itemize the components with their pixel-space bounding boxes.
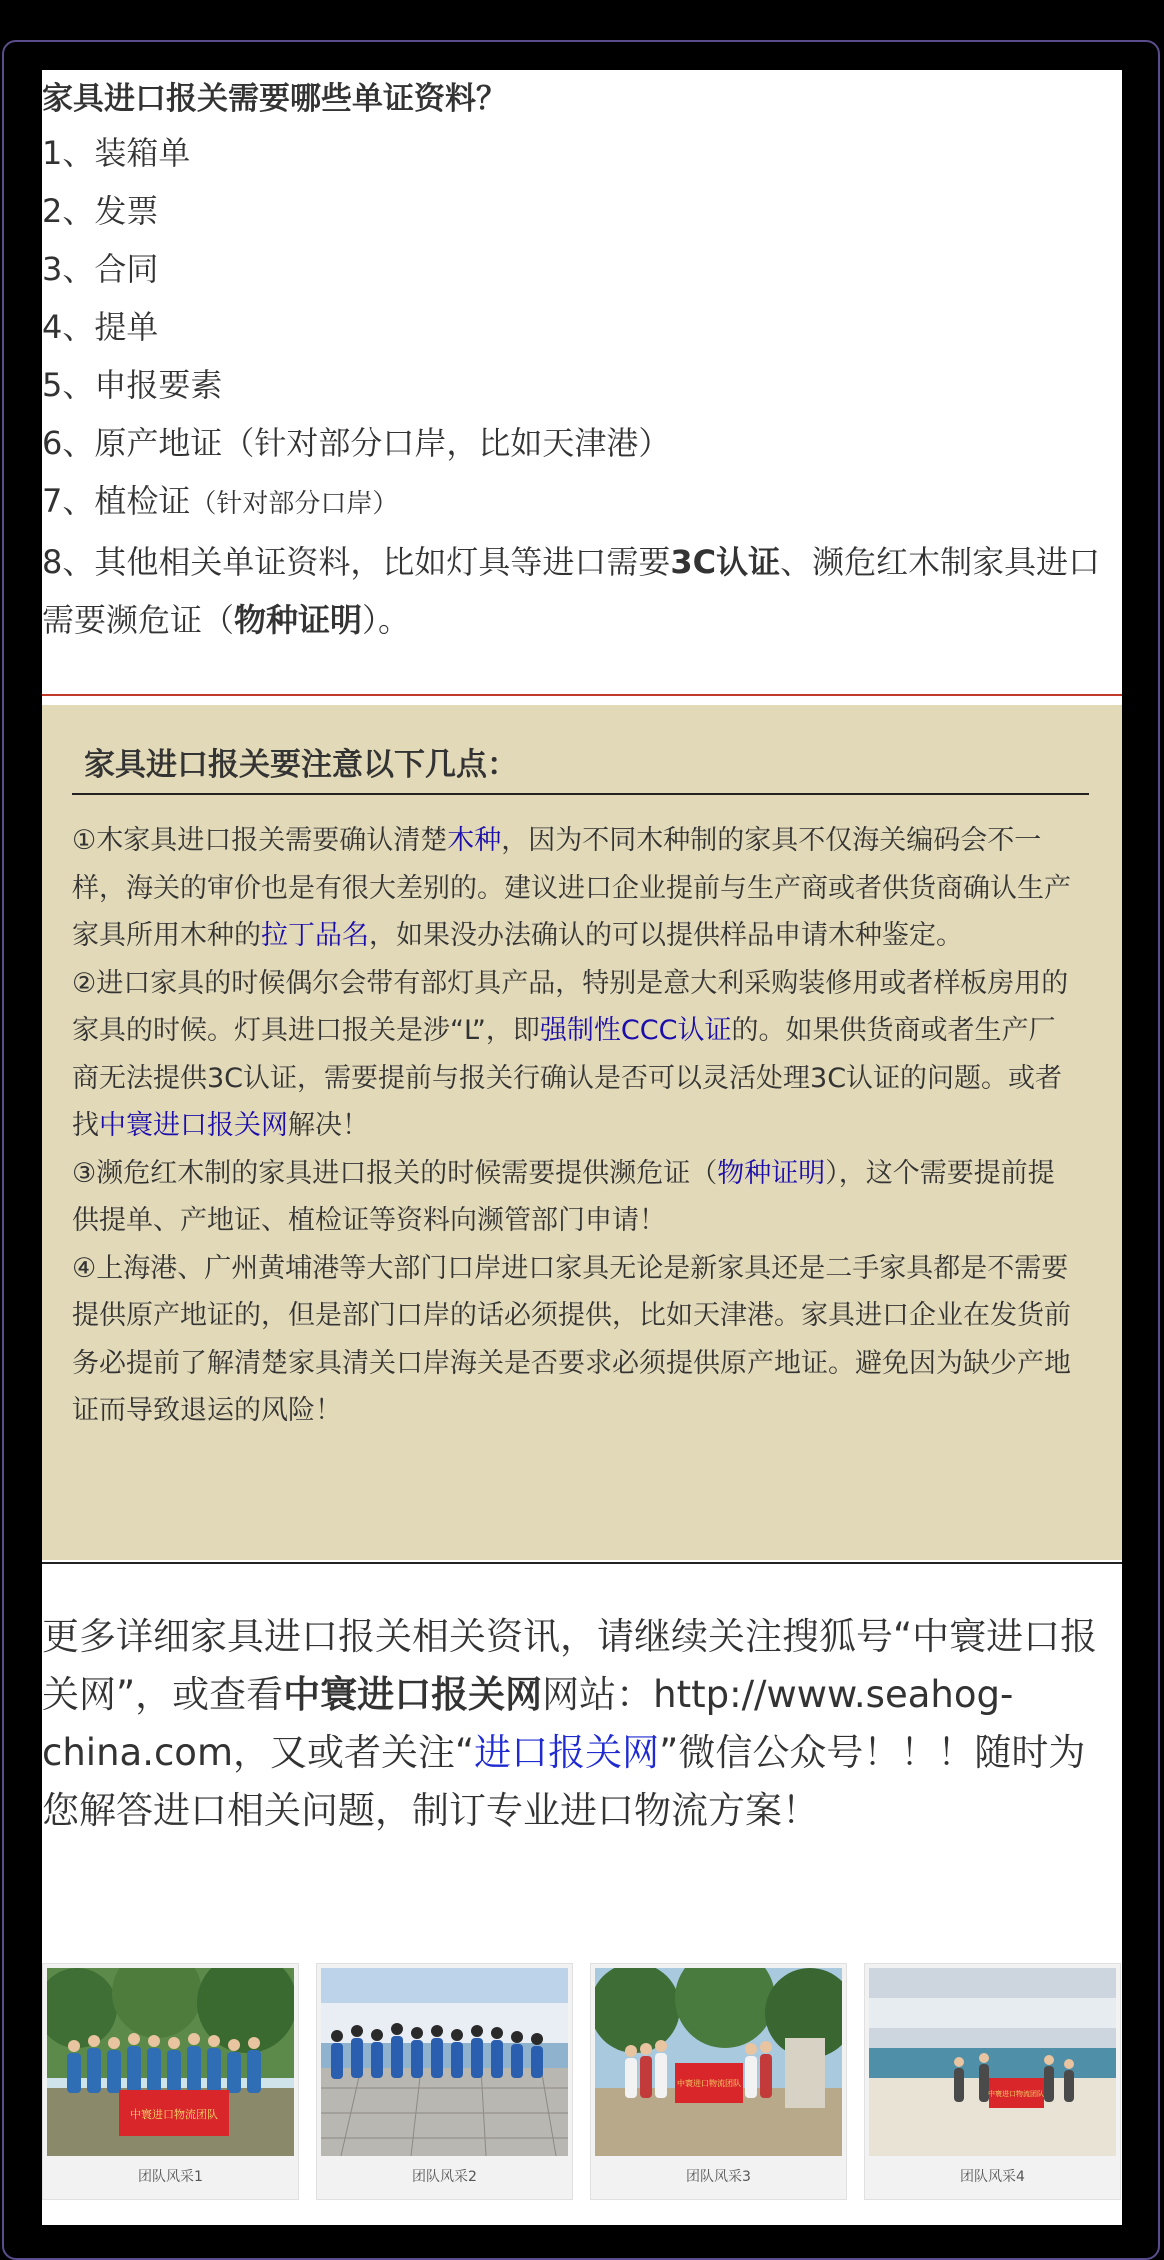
- notes-body: [72, 817, 1072, 1435]
- note-text: ，因为不同木种制的家具不仅海关编码会不一样，海关的审价也是有很大差别的。建议进口企业提前与生产商或者供货商确认生产家具所用木种的: [72, 825, 1071, 951]
- item-number: 3、: [42, 250, 95, 288]
- item-text: 合同: [94, 250, 159, 288]
- team-photo-4[interactable]: [869, 1968, 1116, 2156]
- team-photo-1[interactable]: [47, 1968, 294, 2156]
- link-latin-name[interactable]: 拉丁品名: [261, 920, 369, 951]
- team-photo-2[interactable]: [321, 1968, 568, 2156]
- document-item-5: [42, 356, 1122, 414]
- note-text: ④上海港、广州黄埔港等大部门口岸进口家具无论是新家具还是二手家具都是不需要提供原产地证的，但是部门口岸的话必须提供，比如天津港。家具进口企业在发货前务必提前了解清楚家具清关口岸海关是否要求必须提供原产地证。避免因为缺少产地证而导致退运的风险！: [72, 1252, 1071, 1426]
- document-item-1: [42, 124, 1122, 182]
- document-item-4: [42, 298, 1122, 356]
- item-text: 其他相关单证资料，比如灯具等进口需要: [94, 543, 671, 581]
- note-text: ③濒危红木制的家具进口报关的时候需要提供濒危证（: [72, 1157, 718, 1189]
- item-number: 8、: [42, 543, 95, 581]
- note-paragraph-4: [72, 1245, 1072, 1435]
- item-text: ）。: [362, 601, 411, 639]
- link-seahog-site[interactable]: 中寰进口报关网: [99, 1110, 288, 1141]
- documents-section: [42, 70, 1122, 692]
- item-text: 植检证: [94, 482, 191, 520]
- item-number: 5、: [42, 366, 95, 404]
- team-photo-3[interactable]: [595, 1968, 842, 2156]
- document-item-8: [42, 533, 1102, 649]
- section-divider-2: [42, 1562, 1122, 1564]
- gallery-card-2[interactable]: [316, 1963, 573, 2200]
- note-text: 解决！: [288, 1110, 369, 1141]
- note-text: ，如果没办法确认的可以提供样品申请木种鉴定。: [369, 920, 963, 951]
- note-paragraph-3: [72, 1150, 1072, 1245]
- document-item-2: [42, 182, 1122, 240]
- team-gallery: [42, 1963, 1122, 2203]
- info-bold-site: 中寰进口报关网: [283, 1673, 543, 1716]
- photo-illustration: [869, 1968, 1116, 2156]
- gallery-card-1[interactable]: [42, 1963, 299, 2200]
- item-number: 4、: [42, 308, 95, 346]
- gallery-caption: 团队风采2: [412, 2169, 477, 2185]
- notes-box: [42, 705, 1122, 1560]
- item-number: 1、: [42, 134, 95, 172]
- info-text: 网站：http://www.seahog-china.com，又或者关注“: [42, 1673, 1014, 1774]
- gallery-card-3[interactable]: [590, 1963, 847, 2200]
- link-ccc-certification[interactable]: 强制性CCC认证: [539, 1015, 732, 1046]
- note-paragraph-2: [72, 960, 1072, 1150]
- item-note: （针对部分口岸）: [190, 489, 399, 519]
- photo-illustration: [321, 1968, 568, 2156]
- info-text: 更多详细家具进口报关相关资讯，请继续关注搜狐号“中寰进口报关网”，或查看: [42, 1615, 1098, 1716]
- note-text: ），这个需要提前提供提单、产地证、植检证等资料向濒管部门申请！: [72, 1157, 1055, 1236]
- more-info-paragraph: [42, 1608, 1122, 1840]
- document-item-6: [42, 414, 1122, 472]
- note-text: ①木家具进口报关需要确认清楚: [72, 825, 448, 856]
- section-divider: [42, 694, 1122, 696]
- link-wood-species[interactable]: 木种: [447, 825, 502, 856]
- info-text: ”微信公众号！！！随时为您解答进口相关问题，制订专业进口物流方案！: [42, 1731, 1086, 1832]
- article-content: [42, 70, 1122, 2225]
- notes-heading: 家具进口报关要注意以下几点：: [72, 745, 1089, 795]
- banner-text: 中寰进口物流团队: [130, 2108, 218, 2121]
- note-paragraph-1: [72, 817, 1072, 960]
- document-item-3: [42, 240, 1122, 298]
- document-item-7: [42, 472, 1122, 533]
- item-text: 装箱单: [94, 134, 191, 172]
- item-text: 提单: [94, 308, 159, 346]
- item-number: 6、: [42, 424, 95, 462]
- gallery-caption: 团队风采3: [686, 2169, 751, 2185]
- gallery-caption: 团队风采1: [138, 2169, 203, 2185]
- documents-title: 家具进口报关需要哪些单证资料？: [42, 81, 507, 117]
- link-species-certificate[interactable]: 物种证明: [717, 1157, 826, 1189]
- note-text: ②进口家具的时候偶尔会带有部灯具产品，特别是意大利采购装修用或者样板房用的家具的时候。灯具进口报关是涉“L”，即: [72, 967, 1069, 1046]
- item-number: 7、: [42, 482, 95, 520]
- photo-illustration: [595, 1968, 842, 2156]
- note-text: 的。如果供货商或者生产厂商无法提供3C认证，需要提前与报关行确认是否可以灵活处理3C认证的问题。或者找: [72, 1015, 1063, 1141]
- gallery-card-4[interactable]: [864, 1963, 1121, 2200]
- item-bold-species: 物种证明: [234, 601, 363, 639]
- item-text: 原产地证（针对部分口岸，比如天津港）: [94, 424, 671, 462]
- item-bold-3c: 3C认证: [670, 543, 781, 581]
- item-text: 申报要素: [94, 366, 223, 404]
- banner-text: 中寰进口物流团队: [988, 2090, 1044, 2098]
- item-text: 发票: [94, 192, 159, 230]
- item-number: 2、: [42, 192, 95, 230]
- gallery-caption: 团队风采4: [960, 2169, 1025, 2185]
- photo-illustration: [47, 1968, 294, 2156]
- link-wechat-account[interactable]: 进口报关网: [474, 1731, 660, 1774]
- item-text: 、濒危红木制家具进口需要濒危证（: [42, 543, 1101, 639]
- banner-text: 中寰进口物流团队: [677, 2079, 741, 2088]
